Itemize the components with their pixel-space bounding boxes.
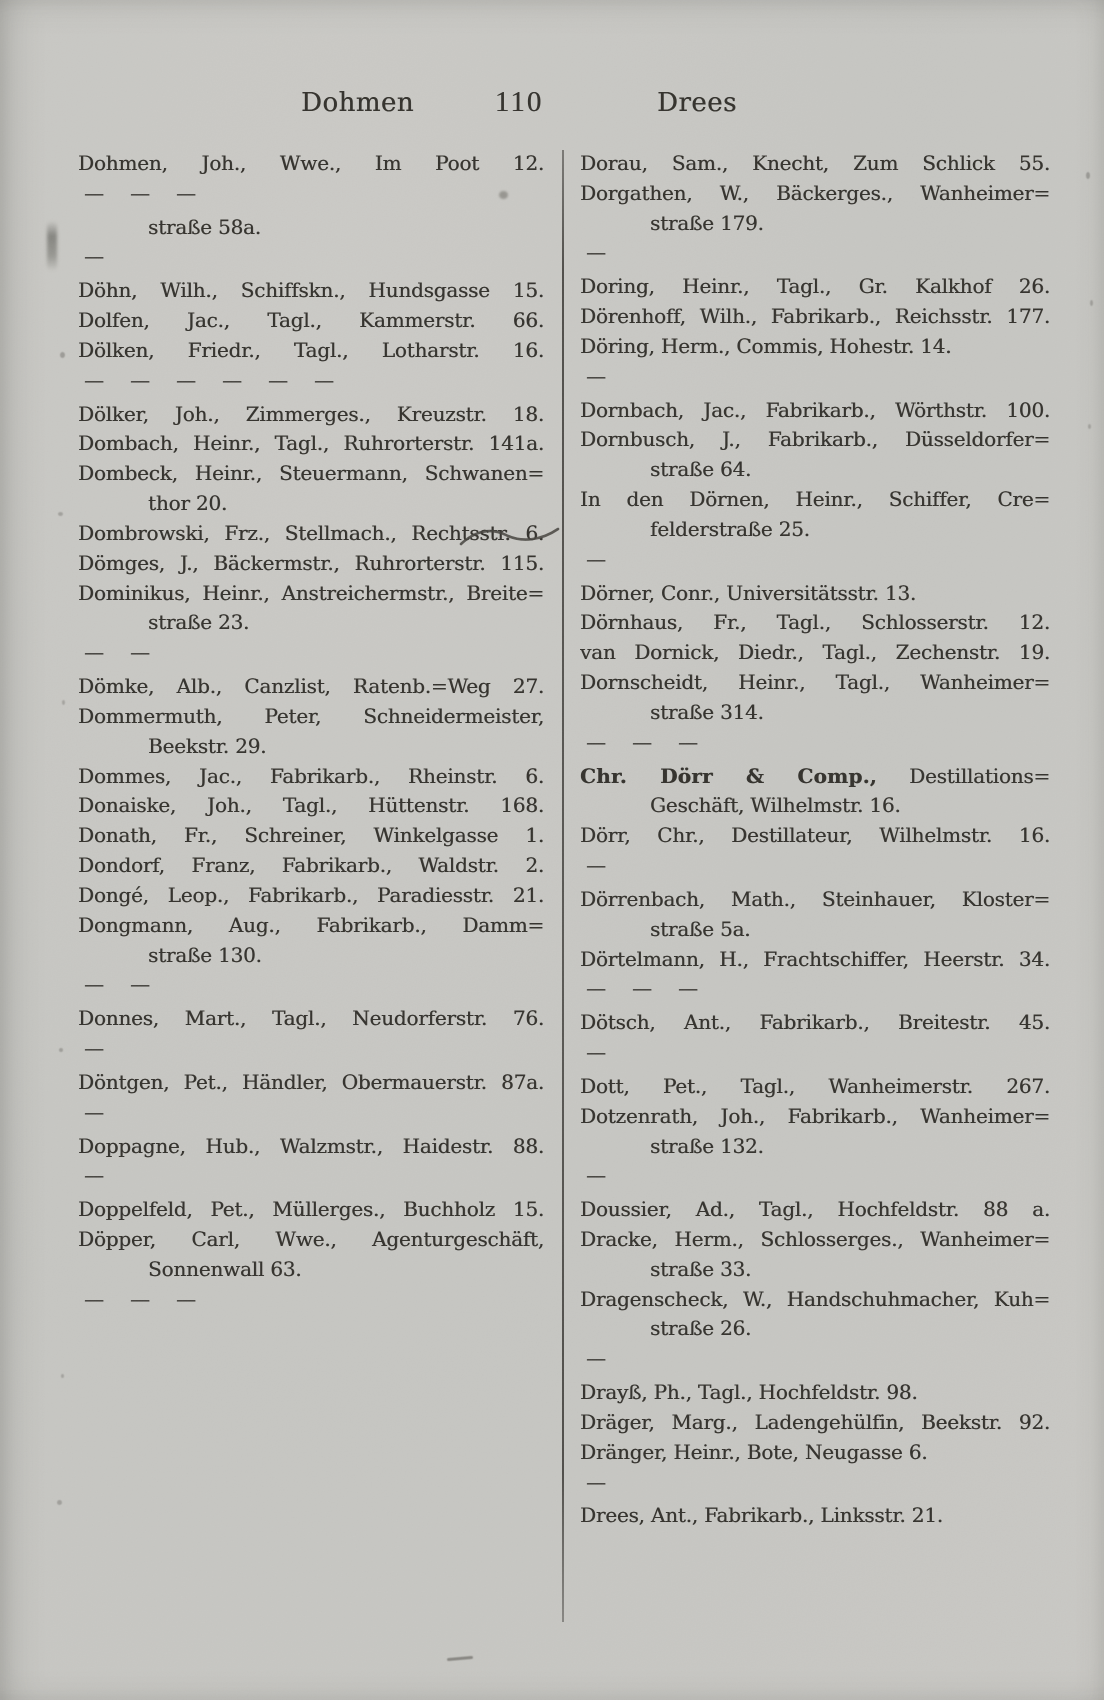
line-text: Dotzenrath, Joh., Fabrikarb., Wanheimer= — [580, 1103, 1050, 1128]
directory-line — [124, 366, 170, 396]
repeat-dash: — — [314, 367, 334, 392]
directory-line — [78, 791, 544, 821]
directory-line — [580, 1132, 1050, 1162]
directory-line — [78, 459, 544, 489]
directory-line — [672, 728, 718, 758]
line-text: Drees, Ant., Fabrikarb., Linksstr. 21. — [580, 1503, 943, 1528]
directory-line — [78, 1161, 124, 1191]
directory-line — [580, 545, 626, 575]
directory-line — [124, 1285, 170, 1315]
repeat-dash: — — [586, 1469, 606, 1494]
line-text: straße 5a. — [650, 916, 751, 941]
repeat-dash: — — [130, 972, 150, 997]
directory-line — [672, 974, 718, 1004]
page-number: 110 — [494, 86, 544, 118]
directory-line — [78, 1225, 544, 1255]
directory-line — [78, 489, 544, 519]
bold-entry-name: Chr. Dörr & Comp., — [580, 763, 877, 788]
directory-line — [124, 638, 170, 668]
line-text: thor 20. — [148, 491, 228, 516]
directory-line — [580, 762, 1050, 792]
directory-line — [580, 945, 1050, 975]
directory-line — [580, 238, 626, 268]
line-text: Döhn, Wilh., Schiffskn., Hundsgasse 15. — [78, 278, 544, 303]
directory-line — [78, 1285, 124, 1315]
repeat-dash: — — [586, 1163, 606, 1188]
column-right — [580, 149, 1050, 1531]
line-text: Döring, Herm., Commis, Hohestr. 14. — [580, 333, 952, 358]
directory-line — [580, 579, 1050, 609]
directory-line — [580, 209, 1050, 239]
directory-line — [580, 1255, 1050, 1285]
directory-line — [580, 425, 1050, 455]
directory-line — [580, 1072, 1050, 1102]
smudge-artifact — [47, 221, 57, 271]
repeat-dash: — — [632, 976, 652, 1001]
directory-line — [78, 276, 544, 306]
line-text: Doppagne, Hub., Walzmstr., Haidestr. 88. — [78, 1133, 544, 1158]
line-text: Dömke, Alb., Canzlist, Ratenb.=Weg 27. — [78, 674, 544, 699]
column-left — [78, 149, 544, 1318]
directory-line — [78, 213, 544, 243]
repeat-dash: — — [130, 1286, 150, 1311]
directory-line — [580, 915, 1050, 945]
line-text: Dornscheidt, Heinr., Tagl., Wanheimer= — [580, 670, 1050, 695]
line-text: Dölker, Joh., Zimmerges., Kreuzstr. 18. — [78, 401, 544, 426]
line-text: Dörnhaus, Fr., Tagl., Schlosserstr. 12. — [580, 610, 1050, 635]
repeat-dash: — — [586, 546, 606, 571]
directory-line — [580, 362, 626, 392]
repeat-dash: — — [678, 729, 698, 754]
line-text: Dragenscheck, W., Handschuhmacher, Kuh= — [580, 1286, 1050, 1311]
scan-speck — [61, 1374, 64, 1378]
line-text: Döntgen, Pet., Händler, Obermauerstr. 87a. — [78, 1069, 544, 1094]
directory-line — [78, 851, 544, 881]
line-text: straße 179. — [650, 210, 764, 235]
line-text: felderstraße 25. — [650, 516, 810, 541]
directory-line — [170, 366, 216, 396]
directory-line — [580, 728, 626, 758]
directory-line — [580, 791, 1050, 821]
line-text: Dornbach, Jac., Fabrikarb., Wörthstr. 100. — [580, 397, 1050, 422]
directory-line — [78, 702, 544, 732]
scan-speck — [58, 512, 63, 516]
directory-line — [78, 762, 544, 792]
line-text: Dracke, Herm., Schlosserges., Wanheimer= — [580, 1226, 1050, 1251]
directory-line — [580, 1438, 1050, 1468]
line-text: Dombeck, Heinr., Steuermann, Schwanen= — [78, 461, 544, 486]
line-text: Donath, Fr., Schreiner, Winkelgasse 1. — [78, 823, 544, 848]
line-text: straße 58a. — [148, 214, 261, 239]
directory-line — [580, 1008, 1050, 1038]
directory-line — [78, 242, 124, 272]
line-text: Geschäft, Wilhelmstr. 16. — [650, 793, 901, 818]
repeat-dash: — — [586, 853, 606, 878]
repeat-dash: — — [586, 240, 606, 265]
directory-line — [580, 179, 1050, 209]
line-text: Dörrenbach, Math., Steinhauer, Kloster= — [580, 886, 1050, 911]
directory-line — [580, 272, 1050, 302]
directory-line — [78, 881, 544, 911]
line-text: Sonnenwall 63. — [148, 1256, 302, 1281]
line-text: Dorgathen, W., Bäckerges., Wanheimer= — [580, 180, 1050, 205]
line-text: straße 64. — [650, 457, 752, 482]
line-text: van Dornick, Diedr., Tagl., Zechenstr. 19. — [580, 640, 1050, 665]
line-text: Donnes, Mart., Tagl., Neudorferstr. 76. — [78, 1006, 544, 1031]
directory-line — [580, 1408, 1050, 1438]
directory-line — [580, 974, 626, 1004]
directory-line — [580, 608, 1050, 638]
repeat-dash: — — [130, 367, 150, 392]
repeat-dash: — — [268, 367, 288, 392]
repeat-dash: — — [586, 1040, 606, 1065]
line-text: Dongé, Leop., Fabrikarb., Paradiesstr. 21. — [78, 882, 544, 907]
directory-line — [580, 698, 1050, 728]
line-text: Dränger, Heinr., Bote, Neugasse 6. — [580, 1439, 928, 1464]
directory-line — [308, 366, 354, 396]
repeat-dash: — — [84, 640, 104, 665]
directory-line — [580, 332, 1050, 362]
directory-line — [580, 668, 1050, 698]
line-text: Dott, Pet., Tagl., Wanheimerstr. 267. — [580, 1073, 1050, 1098]
directory-line — [580, 396, 1050, 426]
line-text: Donaiske, Joh., Tagl., Hüttenstr. 168. — [78, 793, 544, 818]
repeat-dash: — — [678, 976, 698, 1001]
directory-line — [78, 911, 544, 941]
directory-line — [78, 638, 124, 668]
repeat-dash: — — [586, 1346, 606, 1371]
scan-speck — [1088, 424, 1091, 429]
directory-line — [580, 1468, 626, 1498]
repeat-dash: — — [84, 1099, 104, 1124]
directory-line — [580, 1225, 1050, 1255]
directory-line — [170, 179, 216, 209]
directory-line — [78, 970, 124, 1000]
directory-line — [580, 885, 1050, 915]
directory-line — [78, 821, 544, 851]
directory-line — [78, 1132, 544, 1162]
directory-line — [580, 1102, 1050, 1132]
scan-speck — [1090, 300, 1093, 306]
line-text: Döpper, Carl, Wwe., Agenturgeschäft, — [78, 1226, 544, 1251]
directory-line — [78, 400, 544, 430]
directory-line — [580, 455, 1050, 485]
line-text: Dörner, Conr., Universitätsstr. 13. — [580, 580, 917, 605]
column-divider — [562, 150, 564, 1622]
directory-line — [78, 1034, 124, 1064]
directory-line — [216, 366, 262, 396]
line-text: Dominikus, Heinr., Anstreichermstr., Breite= — [78, 580, 544, 605]
line-text: Dongmann, Aug., Fabrikarb., Damm= — [78, 912, 544, 937]
scan-speck — [62, 700, 65, 705]
directory-line — [78, 1004, 544, 1034]
directory-line — [78, 941, 544, 971]
scan-speck — [1086, 172, 1090, 179]
line-text: Dörtelmann, H., Frachtschiffer, Heerstr. 34. — [580, 946, 1050, 971]
directory-line — [580, 851, 626, 881]
line-text: straße 132. — [650, 1133, 764, 1158]
directory-line — [580, 1038, 626, 1068]
directory-line — [262, 366, 308, 396]
repeat-dash: — — [84, 1286, 104, 1311]
repeat-dash: — — [176, 180, 196, 205]
directory-line — [78, 1068, 544, 1098]
repeat-dash: — — [130, 180, 150, 205]
directory-line — [626, 974, 672, 1004]
line-text: Dömges, J., Bäckermstr., Ruhrorterstr. 115. — [78, 550, 544, 575]
directory-line — [78, 179, 124, 209]
directory-line — [580, 302, 1050, 332]
repeat-dash: — — [176, 1286, 196, 1311]
directory-line — [124, 970, 170, 1000]
directory-line — [78, 1255, 544, 1285]
repeat-dash: — — [84, 367, 104, 392]
line-text: straße 130. — [148, 942, 262, 967]
line-text: Dombrowski, Frz., Stellmach., Rechtsstr. 6. — [78, 520, 544, 545]
directory-line — [124, 179, 170, 209]
repeat-dash: — — [130, 640, 150, 665]
repeat-dash: — — [176, 367, 196, 392]
line-text: Doppelfeld, Pet., Müllerges., Buchholz 15. — [78, 1197, 544, 1222]
line-text: Dräger, Marg., Ladengehülfin, Beekstr. 92. — [580, 1409, 1050, 1434]
line-text: Dörr, Chr., Destillateur, Wilhelmstr. 16. — [580, 823, 1050, 848]
directory-line — [78, 579, 544, 609]
line-text: Dolfen, Jac., Tagl., Kammerstr. 66. — [78, 308, 544, 333]
header-keyword-left: Dohmen — [301, 88, 415, 118]
directory-line — [170, 1285, 216, 1315]
directory-line — [78, 1195, 544, 1225]
directory-line — [78, 672, 544, 702]
directory-line — [580, 1161, 626, 1191]
line-text: Dombach, Heinr., Tagl., Ruhrorterstr. 141a. — [78, 431, 544, 456]
directory-line — [580, 1195, 1050, 1225]
line-text: Dondorf, Franz, Fabrikarb., Waldstr. 2. — [78, 853, 544, 878]
line-text: Drayß, Ph., Tagl., Hochfeldstr. 98. — [580, 1380, 918, 1405]
directory-line — [78, 306, 544, 336]
line-text: straße 26. — [650, 1316, 752, 1341]
directory-line — [580, 1285, 1050, 1315]
directory-line — [580, 1344, 626, 1374]
repeat-dash: — — [222, 367, 242, 392]
line-text: Doring, Heinr., Tagl., Gr. Kalkhof 26. — [580, 274, 1050, 299]
directory-line — [78, 608, 544, 638]
header-keyword-right: Drees — [657, 88, 737, 118]
line-text: Dörenhoff, Wilh., Fabrikarb., Reichsstr. 177. — [580, 304, 1050, 329]
line-text: Dorau, Sam., Knecht, Zum Schlick 55. — [580, 151, 1050, 175]
directory-line — [78, 336, 544, 366]
directory-line — [78, 366, 124, 396]
repeat-dash: — — [586, 729, 606, 754]
pencil-dash-artifact — [447, 1656, 473, 1661]
pen-mark — [458, 520, 562, 554]
line-text: Dornbusch, J., Fabrikarb., Düsseldorfer= — [580, 427, 1050, 452]
directory-line — [626, 728, 672, 758]
directory-line — [580, 1501, 1050, 1531]
line-text: Doussier, Ad., Tagl., Hochfeldstr. 88 a. — [580, 1197, 1050, 1222]
directory-line — [580, 485, 1050, 515]
repeat-dash: — — [586, 363, 606, 388]
directory-line — [580, 638, 1050, 668]
directory-line — [78, 149, 544, 179]
repeat-dash: — — [586, 976, 606, 1001]
directory-line — [580, 1314, 1050, 1344]
line-text: Dommermuth, Peter, Schneidermeister, — [78, 703, 544, 728]
line-text: straße 314. — [650, 699, 764, 724]
scan-speck — [60, 352, 65, 358]
ink-spot-artifact — [499, 191, 508, 199]
line-text: Beekstr. 29. — [148, 733, 267, 758]
directory-line — [78, 1098, 124, 1128]
repeat-dash: — — [84, 972, 104, 997]
line-text: straße 23. — [148, 610, 250, 635]
line-text: Dötsch, Ant., Fabrikarb., Breitestr. 45. — [580, 1010, 1050, 1035]
line-text: Dommes, Jac., Fabrikarb., Rheinstr. 6. — [78, 763, 544, 788]
line-text: straße 33. — [650, 1256, 752, 1281]
directory-line — [78, 429, 544, 459]
scan-speck — [57, 1500, 62, 1505]
directory-line — [580, 821, 1050, 851]
repeat-dash: — — [84, 1036, 104, 1061]
line-text: In den Dörnen, Heinr., Schiffer, Cre= — [580, 487, 1050, 512]
scan-speck — [59, 1048, 63, 1052]
line-text: Destillations= — [909, 763, 1050, 788]
repeat-dash: — — [84, 244, 104, 269]
repeat-dash: — — [84, 1163, 104, 1188]
directory-line — [580, 515, 1050, 545]
repeat-dash: — — [84, 180, 104, 205]
repeat-dash: — — [632, 729, 652, 754]
directory-line — [78, 732, 544, 762]
directory-line — [580, 1378, 1050, 1408]
line-text: Dohmen, Joh., Wwe., Im Poot 12. — [78, 151, 544, 175]
line-text: Dölken, Friedr., Tagl., Lotharstr. 16. — [78, 337, 544, 362]
directory-line — [580, 149, 1050, 179]
